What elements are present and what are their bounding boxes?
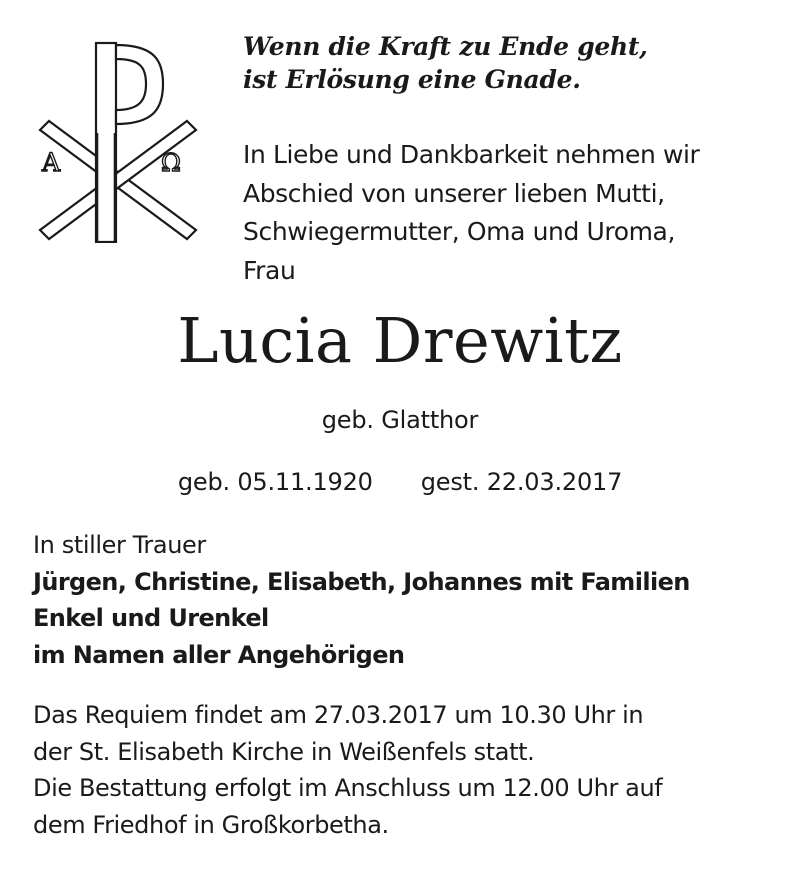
omega-letter: Ω bbox=[161, 149, 181, 177]
motto-line: Wenn die Kraft zu Ende geht, bbox=[243, 32, 648, 61]
service-info bbox=[33, 697, 793, 843]
motto-line: ist Erlösung eine Gnade. bbox=[243, 65, 581, 94]
motto bbox=[243, 30, 783, 96]
mourners bbox=[33, 527, 793, 673]
service-line: der St. Elisabeth Kirche in Weißenfels statt. bbox=[33, 737, 535, 766]
birth-date: geb. 05.11.1920 bbox=[177, 468, 373, 496]
alpha-letter: A bbox=[42, 148, 61, 177]
intro-text bbox=[243, 136, 793, 290]
service-line: Die Bestattung erfolgt im Anschluss um 12.00 Uhr auf bbox=[33, 774, 663, 802]
deceased-name: Lucia Drewitz bbox=[177, 304, 623, 377]
life-dates bbox=[0, 464, 800, 500]
service-line: dem Friedhof in Großkorbetha. bbox=[33, 810, 389, 839]
service-line: Das Requiem findet am 27.03.2017 um 10.30 Uhr in bbox=[33, 701, 644, 729]
mourning-intro: In stiller Trauer bbox=[33, 531, 206, 559]
intro-line: In Liebe und Dankbarkeit nehmen wir bbox=[243, 140, 700, 169]
death-date: gest. 22.03.2017 bbox=[420, 468, 623, 496]
intro-line: Schwiegermutter, Oma und Uroma, bbox=[243, 217, 676, 246]
chi-rho-alpha-omega-icon bbox=[28, 38, 208, 243]
mourner-line: Enkel und Urenkel bbox=[33, 604, 269, 632]
intro-line: Abschied von unserer lieben Mutti, bbox=[243, 178, 665, 208]
intro-line: Frau bbox=[243, 255, 296, 285]
maiden-name: geb. Glatthor bbox=[321, 406, 479, 434]
mourner-line: Jürgen, Christine, Elisabeth, Johannes mit Familien bbox=[33, 567, 690, 596]
mourner-line: im Namen aller Angehörigen bbox=[33, 640, 405, 669]
